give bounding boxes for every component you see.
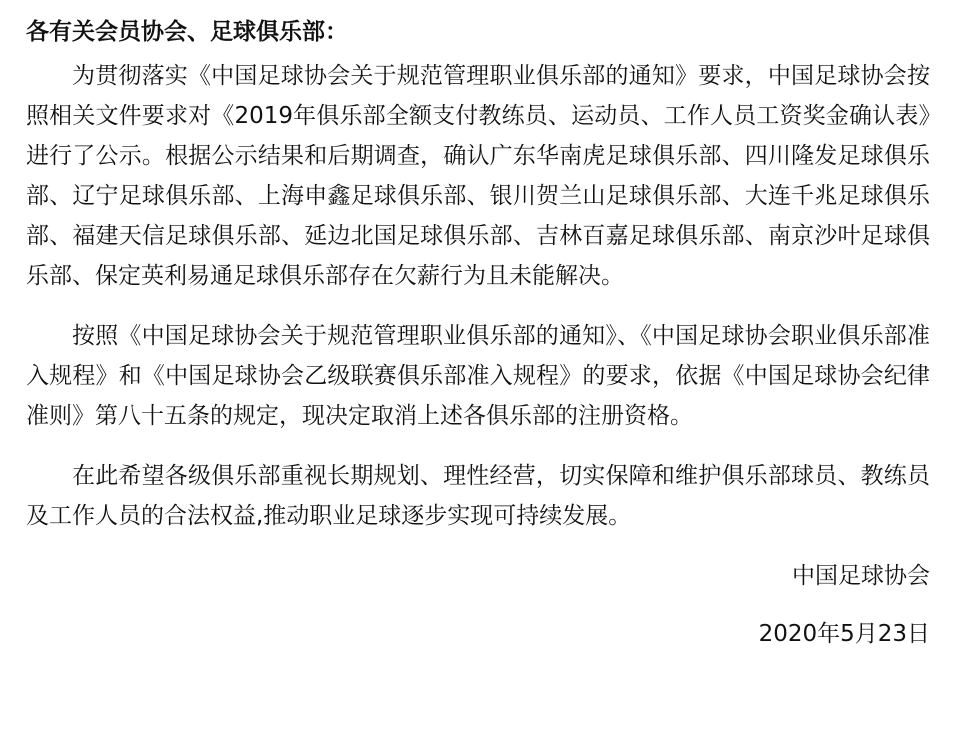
paragraph-announcement: 为贯彻落实《中国足球协会关于规范管理职业俱乐部的通知》要求，中国足球协会按照相关文件要求对《2019年俱乐部全额支付教练员、运动员、工作人员工资奖金确认表》进行了公示。根据公示结果和后期调查，确认广东华南虎足球俱乐部、四川隆发足球俱乐部、辽宁足球俱乐部、上海申鑫足球俱乐部、银川贺兰山足球俱乐部、大连千兆足球俱乐部、福建天信足球俱乐部、延边北国足球俱乐部、吉林百嘉足球俱乐部、南京沙叶足球俱乐部、保定英利易通足球俱乐部存在欠薪行为且未能解决。	[26, 63, 930, 289]
paragraph-decision: 按照《中国足球协会关于规范管理职业俱乐部的通知》、《中国足球协会职业俱乐部准入规程》和《中国足球协会乙级联赛俱乐部准入规程》的要求，依据《中国足球协会纪律准则》第八十五条的规定，现决定取消上述各俱乐部的注册资格。	[26, 323, 930, 429]
salutation-heading: 各有关会员协会、足球俱乐部：	[26, 19, 348, 45]
paragraph-closing: 在此希望各级俱乐部重视长期规划、理性经营，切实保障和维护俱乐部球员、教练员及工作人员的合法权益,推动职业足球逐步实现可持续发展。	[26, 463, 930, 529]
notice-document	[26, 12, 930, 654]
signature-organization: 中国足球协会	[792, 563, 930, 589]
signature-date: 2020年5月23日	[758, 621, 930, 647]
